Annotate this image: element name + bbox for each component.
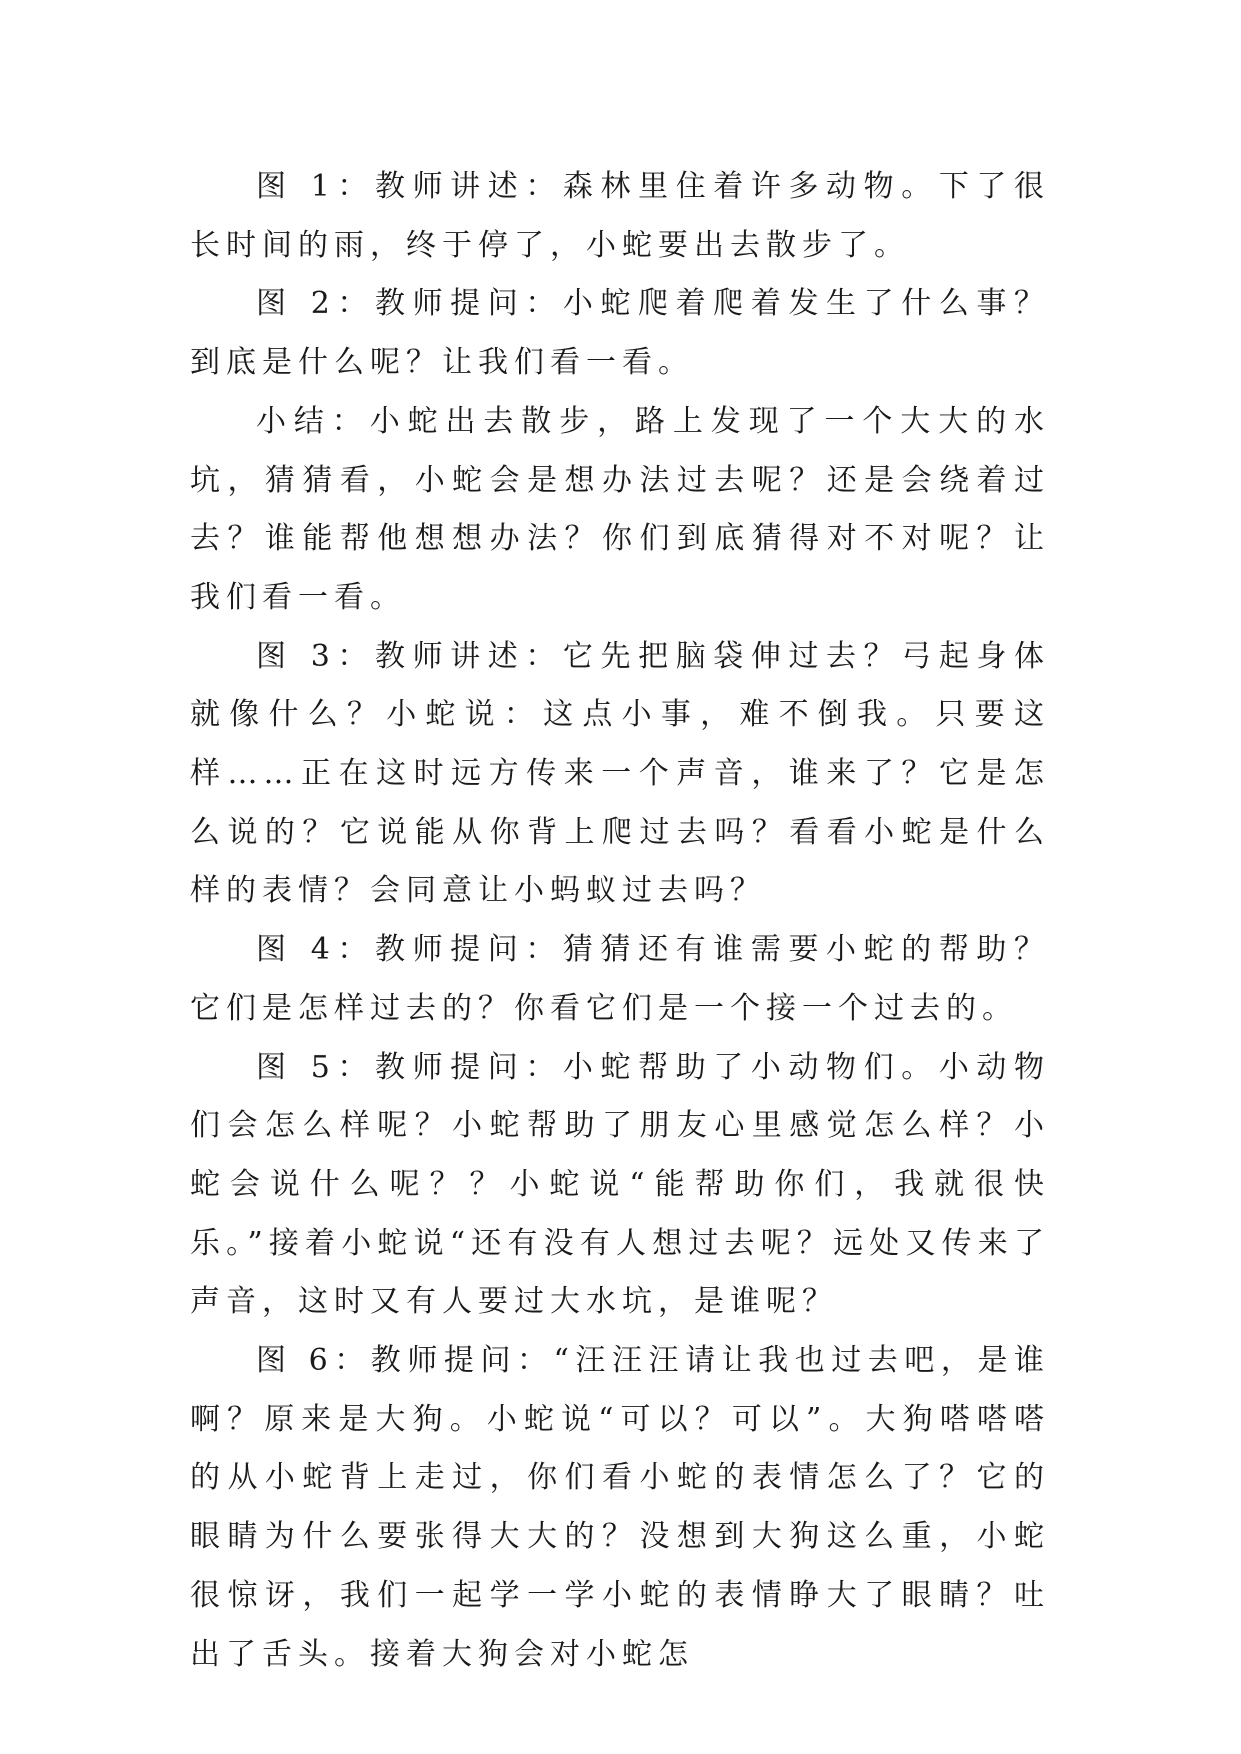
paragraph-figure-3: 图 3：教师讲述：它先把脑袋伸过去？弓起身体就像什么？小蛇说：这点小事，难不倒我。只要这样……正在这时远方传来一个声音，谁来了？它是怎么说的？它说能从你背上爬过去吗？看看小蛇是什么样的表情？会同意让小蚂蚁过去吗？: [190, 638, 1050, 909]
paragraph-summary: 小结：小蛇出去散步，路上发现了一个大大的水坑，猜猜看，小蛇会是想办法过去呢？还是会绕着过去？谁能帮他想想办法？你们到底猜得对不对呢？让我们看一看。: [190, 403, 1050, 615]
paragraph-figure-1: 图 1：教师讲述：森林里住着许多动物。下了很长时间的雨，终于停了，小蛇要出去散步了。: [190, 169, 1050, 263]
document-body: [190, 158, 1050, 1684]
paragraph-figure-2: 图 2：教师提问：小蛇爬着爬着发生了什么事？到底是什么呢？让我们看一看。: [190, 286, 1050, 381]
paragraph-figure-6: 图 6：教师提问：“汪汪汪请让我也过去吧，是谁啊？原来是大狗。小蛇说“可以？可以”。大狗嗒嗒嗒的从小蛇背上走过，你们看小蛇的表情怎么了？它的眼睛为什么要张得大大的？没想到大狗这么重，小蛇很惊讶，我们一起学一学小蛇的表情睁大了眼睛？吐出了舌头。接着大狗会对小蛇怎: [190, 1343, 1050, 1672]
paragraph-figure-4: 图 4：教师提问：猜猜还有谁需要小蛇的帮助？它们是怎样过去的？你看它们是一个接一个过去的。: [190, 932, 1050, 1026]
paragraph-figure-5: 图 5：教师提问：小蛇帮助了小动物们。小动物们会怎么样呢？小蛇帮助了朋友心里感觉怎么样？小蛇会说什么呢？？小蛇说“能帮助你们，我就很快乐。”接着小蛇说“还有没有人想过去呢？远处又传来了声音，这时又有人要过大水坑，是谁呢？: [190, 1049, 1050, 1320]
